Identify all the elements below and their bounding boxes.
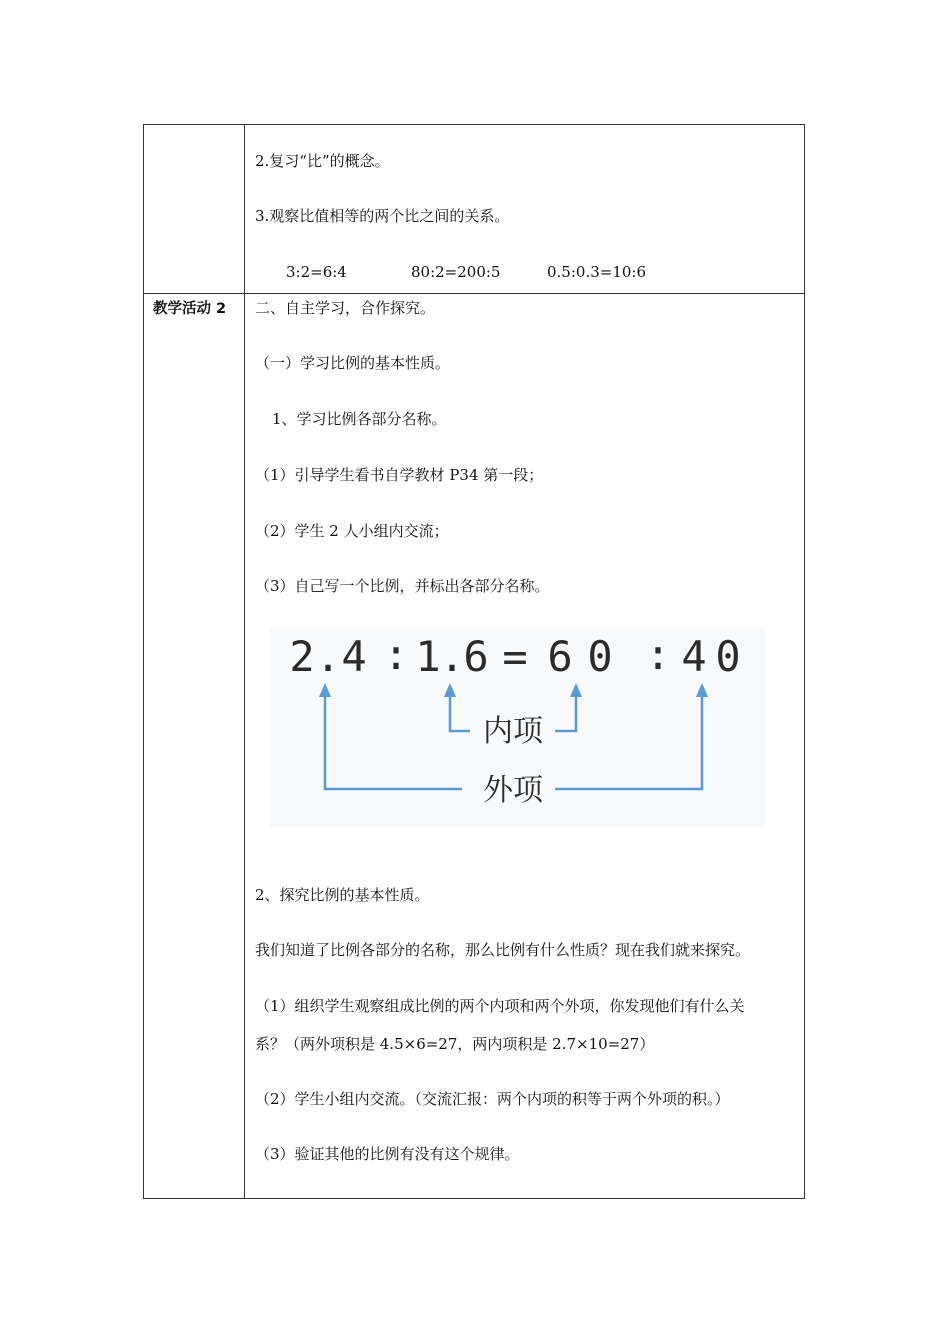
instruction-line-2: （2）学生 2 人小组内交流； [255, 522, 449, 540]
ratio-example-1: 3:2=6:4 [286, 263, 347, 281]
review-concept-line: 2.复习“比”的概念。 [255, 152, 390, 170]
ratio-example-3: 0.5:0.3=10:6 [547, 263, 647, 281]
activity-label: 教学活动 2 [153, 301, 227, 317]
figure-token: . [315, 632, 341, 681]
figure-token: : [645, 630, 671, 679]
subsection-heading: （一）学习比例的基本性质。 [255, 354, 451, 372]
instruction-line-1: （1）引导学生看书自学教材 P34 第一段； [255, 466, 544, 484]
ratio-example-2: 80:2=200:5 [411, 263, 501, 281]
outer-terms-label: 外项 [483, 773, 543, 808]
observe-terms-line: （1）组织学生观察组成比例的两个内项和两个外项，你发现他们有什么关 [255, 997, 745, 1015]
explore-intro-line: 我们知道了比例各部分的名称，那么比例有什么性质？现在我们就来探究。 [255, 941, 751, 959]
proportion-terms-figure [270, 627, 765, 827]
row-divider [144, 293, 804, 294]
group-exchange-line: （2）学生小组内交流。（交流汇报：两个内项的积等于两个外项的积。） [255, 1090, 730, 1108]
observe-terms-line-cont: 系？（两外项积是 4.5×6=27，两内项积是 2.7×10=27） [255, 1035, 655, 1053]
figure-token: 4 [341, 632, 367, 681]
figure-token: : [383, 630, 409, 679]
step-heading-1: 1、学习比例各部分名称。 [272, 410, 447, 428]
figure-token: . [439, 632, 465, 681]
figure-token: 1 [415, 632, 441, 681]
figure-token: 4 [681, 632, 707, 681]
figure-token: 0 [715, 632, 741, 681]
figure-token: 6 [547, 632, 573, 681]
instruction-line-3: （3）自己写一个比例，并标出各部分名称。 [255, 577, 550, 595]
inner-terms-label: 内项 [483, 714, 543, 749]
verify-rule-line: （3）验证其他的比例有没有这个规律。 [255, 1145, 520, 1163]
section-heading: 二、自主学习，合作探究。 [255, 299, 436, 317]
figure-token: 6 [463, 632, 489, 681]
step-heading-2: 2、探究比例的基本性质。 [255, 886, 430, 904]
figure-token: 2 [289, 632, 315, 681]
figure-token: = [502, 632, 528, 681]
observe-ratios-line: 3.观察比值相等的两个比之间的关系。 [255, 207, 510, 225]
figure-token: 0 [587, 632, 613, 681]
column-divider [244, 125, 245, 1198]
